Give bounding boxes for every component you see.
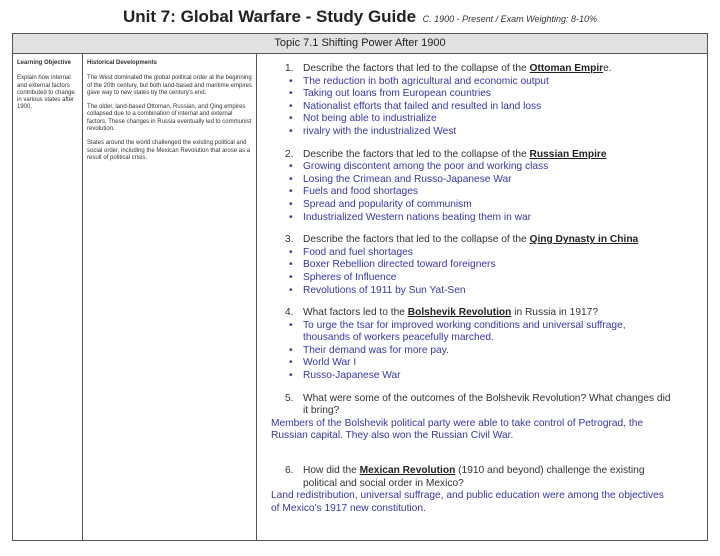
question-1: 1. Describe the factors that led to the collapse of the Ottoman Empire. xyxy=(285,63,612,74)
answer-item: • Taking out loans from European countries xyxy=(271,88,701,101)
learning-objective-cell xyxy=(13,54,83,540)
historical-paragraph: The older, land-based Ottoman, Russian, and Qing empires collapsed due to a combination of internal and external factors. These changes in Russia eventually led to communist revolution. xyxy=(87,104,252,133)
answer-item: • rivalry with the industrialized West xyxy=(271,126,701,139)
question-5-continued: it bring? xyxy=(303,405,340,417)
question-6: 6. How did the Mexican Revolution (1910 and beyond) challenge the existing xyxy=(285,465,645,477)
answer-paragraph-5: Members of the Bolshevik political party were able to take control of Petrograd, the Russian capital. They also won the Russian Civil War. xyxy=(271,417,644,442)
answer-item: • Revolutions of 1911 by Sun Yat-Sen xyxy=(271,285,701,298)
question-term: Russian Empire xyxy=(529,148,607,160)
answer-item: • Spheres of Influence xyxy=(271,272,701,285)
historical-paragraph: The West dominated the global political order at the beginning of the 20th century, but both land-based and maritime empires gave way to new states by the century's end. xyxy=(87,75,252,96)
answer-list-4 xyxy=(271,320,701,383)
question-term: Qing Dynasty in China xyxy=(529,234,639,246)
page-subtitle: C. 1900 - Present / Exam Weighting: 8-10% xyxy=(422,14,597,24)
answer-item: • World War I xyxy=(271,357,701,370)
questions-column xyxy=(271,55,701,515)
answer-item-continued: thousands of workers peacefully marched. xyxy=(303,332,494,344)
answer-item: • Losing the Crimean and Russo-Japanese War xyxy=(271,174,701,187)
study-guide-table xyxy=(12,33,708,541)
answer-item: • Their demand was for more pay. xyxy=(271,345,701,358)
answer-item: • Boxer Rebellion directed toward foreigners xyxy=(271,259,701,272)
topic-header: Topic 7.1 Shifting Power After 1900 xyxy=(13,34,707,54)
question-2: 2. Describe the factors that led to the collapse of the Russian Empire xyxy=(285,148,607,160)
question-3: 3. Describe the factors that led to the collapse of the Qing Dynasty in China xyxy=(285,234,639,246)
answer-item: • The reduction in both agricultural and economic output xyxy=(271,76,701,89)
answer-item: • Not being able to industrialize xyxy=(271,113,701,126)
question-5: 5. What were some of the outcomes of the Bolshevik Revolution? What changes did xyxy=(285,392,671,404)
page-title-block xyxy=(0,7,720,27)
answer-item: • Industrialized Western nations beating them in war xyxy=(271,212,701,225)
answer-item: • Nationalist efforts that failed and resulted in land loss xyxy=(271,101,701,114)
learning-objective-text: Explain how internal and external factors contributed to change in various states after 1900. xyxy=(17,75,75,111)
question-4: 4. What factors led to the Bolshevik Revolution in Russia in 1917? xyxy=(285,307,599,319)
answer-list-3 xyxy=(271,247,701,297)
question-6-continued: political and social order in Mexico? xyxy=(303,477,464,489)
question-term: Ottoman Empir xyxy=(529,63,604,74)
historical-paragraph: States around the world challenged the existing political and social order, including the Mexican Revolution that arose as a result of political crisis. xyxy=(87,140,251,161)
page-title: Unit 7: Global Warfare - Study Guide xyxy=(123,7,417,26)
answer-item: • Spread and popularity of communism xyxy=(271,199,701,212)
answer-list-2 xyxy=(271,161,701,224)
answer-list-1 xyxy=(271,76,701,139)
question-term: Mexican Revolution xyxy=(359,465,456,477)
answer-item: • Growing discontent among the poor and working class xyxy=(271,161,701,174)
answer-paragraph-6: Land redistribution, universal suffrage, and public education were among the objectives of Mexico's 1917 new constitution. xyxy=(271,490,664,514)
answer-item: • Food and fuel shortages xyxy=(271,247,701,260)
learning-objective-heading: Learning Objective xyxy=(17,60,72,66)
historical-developments-heading: Historical Developments xyxy=(87,60,158,66)
historical-developments-cell xyxy=(83,54,257,540)
answer-item: • To urge the tsar for improved working conditions and universal suffrage, xyxy=(271,320,701,333)
answer-item: • Fuels and food shortages xyxy=(271,186,701,199)
answer-item: • Russo-Japanese War xyxy=(271,370,701,383)
question-term: Bolshevik Revolution xyxy=(407,307,512,319)
